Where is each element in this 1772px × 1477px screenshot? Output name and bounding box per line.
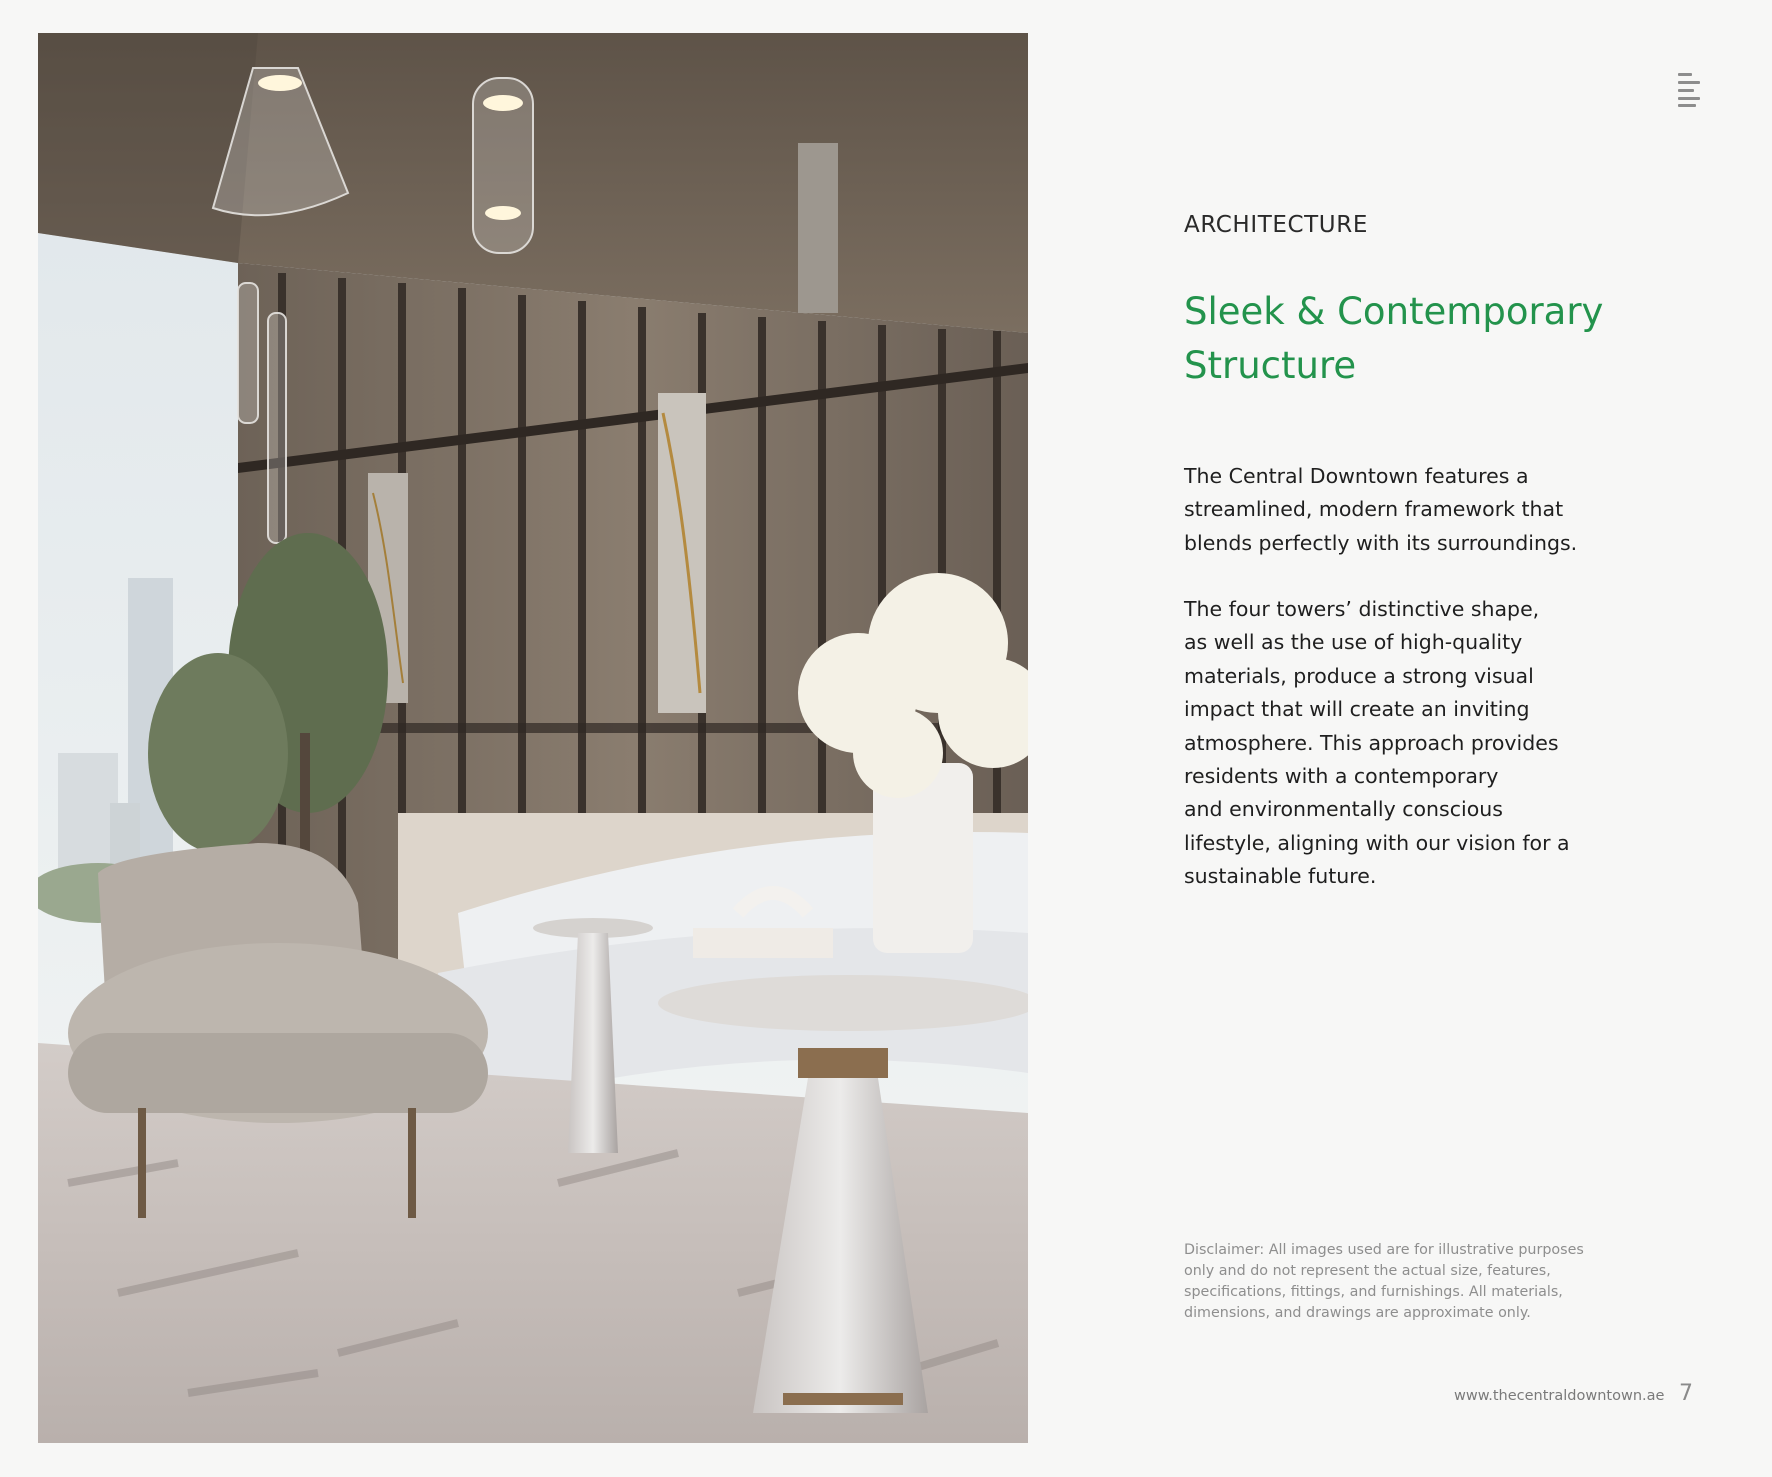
disclaimer-line: dimensions, and drawings are approximate only. xyxy=(1184,1305,1531,1321)
page-number: 7 xyxy=(1679,1381,1693,1406)
paragraph-line: The four towers’ distinctive shape, xyxy=(1184,597,1540,621)
paragraph-line: streamlined, modern framework that xyxy=(1184,497,1564,522)
menu-bar-top xyxy=(1678,73,1692,76)
lobby-interior-photo xyxy=(38,33,1028,1443)
paragraph-line: and environmentally conscious xyxy=(1184,797,1503,822)
headline-line-1: Sleek & Contemporary xyxy=(1184,290,1604,333)
paragraph-line: impact that will create an inviting xyxy=(1184,697,1530,722)
menu-bar-2 xyxy=(1678,81,1700,84)
headline-line-2: Structure xyxy=(1184,344,1357,387)
lobby-interior-illustration xyxy=(38,33,1028,1443)
paragraph-line: The Central Downtown features a xyxy=(1184,464,1529,488)
menu-bar-4 xyxy=(1678,97,1700,100)
paragraph-line: lifestyle, aligning with our vision for a xyxy=(1184,830,1570,855)
paragraph-line: as well as the use of high-quality xyxy=(1184,630,1523,655)
page-headline xyxy=(1184,285,1664,393)
disclaimer-line: Disclaimer: All images used are for illustrative purposes xyxy=(1184,1242,1584,1258)
paragraph-line: residents with a contemporary xyxy=(1184,764,1499,789)
intro-paragraph xyxy=(1184,460,1644,560)
disclaimer-line: specifications, fittings, and furnishings. All materials, xyxy=(1184,1284,1563,1300)
disclaimer-line: only and do not represent the actual size, features, xyxy=(1184,1263,1551,1279)
detail-paragraph xyxy=(1184,593,1644,894)
paragraph-line: blends perfectly with its surroundings. xyxy=(1184,530,1578,555)
section-label: ARCHITECTURE xyxy=(1184,212,1368,238)
menu-bar-3 xyxy=(1678,89,1694,92)
menu-bar-bottom xyxy=(1678,104,1696,107)
disclaimer-text xyxy=(1184,1240,1604,1324)
website-link[interactable]: www.thecentraldowntown.ae xyxy=(1454,1388,1665,1404)
paragraph-line: materials, produce a strong visual xyxy=(1184,663,1534,688)
paragraph-line: sustainable future. xyxy=(1184,864,1377,889)
menu-icon[interactable] xyxy=(1678,73,1700,107)
paragraph-line: atmosphere. This approach provides xyxy=(1184,730,1559,755)
